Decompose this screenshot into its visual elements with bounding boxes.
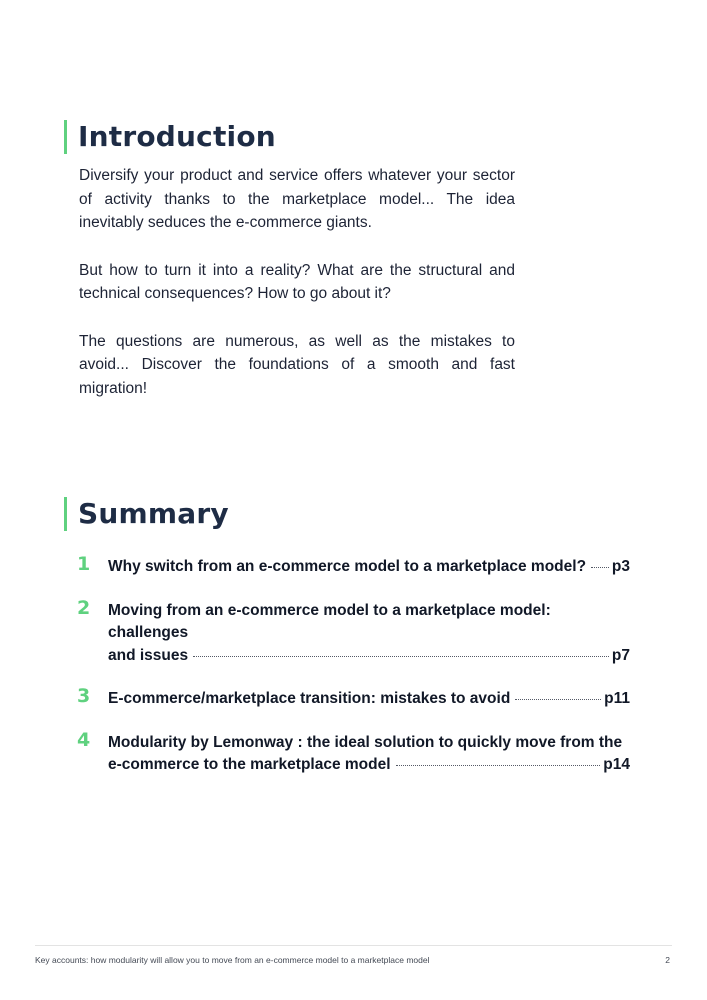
toc-number: 2 <box>77 596 91 619</box>
toc-page-number: p3 <box>611 558 630 575</box>
toc-title: e-commerce to the marketplace model <box>108 756 391 773</box>
toc-page-number: p14 <box>603 756 630 773</box>
toc-line <box>108 645 630 668</box>
toc-title: Why switch from an e-commerce model to a marketplace model? <box>108 558 587 575</box>
toc-page-number: p11 <box>604 690 630 707</box>
toc-title-line: Moving from an e-commerce model to a marketplace model: challenges <box>108 601 551 641</box>
intro-paragraph: The questions are numerous, as well as the mistakes to avoid... Discover the foundations of a smooth and fast migration! <box>79 332 515 397</box>
introduction-heading: Introduction <box>64 120 276 154</box>
toc-number: 4 <box>77 728 91 751</box>
toc-number: 1 <box>77 553 91 575</box>
toc-title: and issues <box>108 646 189 664</box>
footer-divider <box>35 945 672 946</box>
toc-number: 3 <box>77 685 91 707</box>
toc-item-1[interactable] <box>77 553 630 579</box>
introduction-body <box>79 164 515 424</box>
toc-dot-leader <box>193 656 609 657</box>
toc-title: E-commerce/marketplace transition: mistakes to avoid <box>108 690 511 707</box>
table-of-contents <box>77 553 630 798</box>
toc-page-number: p7 <box>611 646 630 664</box>
intro-paragraph: But how to turn it into a reality? What are the structural and technical consequences? How to go about it? <box>79 261 515 302</box>
toc-dot-leader <box>515 699 601 700</box>
toc-title-line: Modularity by Lemonway : the ideal solution to quickly move from the <box>108 733 623 751</box>
footer-text: Key accounts: how modularity will allow you to move from an e-commerce model to a marketplace model <box>35 955 430 965</box>
toc-dot-leader <box>591 567 609 568</box>
summary-heading: Summary <box>64 497 229 531</box>
intro-paragraph: Diversify your product and service offers whatever your sector of activity thanks to the marketplace model... The idea inevitably seduces the e-commerce giants. <box>79 167 515 231</box>
toc-line <box>108 754 630 777</box>
toc-item-2[interactable] <box>77 596 630 668</box>
toc-line <box>108 556 630 579</box>
toc-item-3[interactable] <box>77 685 630 711</box>
toc-line <box>108 688 630 711</box>
toc-item-4[interactable] <box>77 728 630 777</box>
footer-page-number: 2 <box>665 955 670 965</box>
toc-dot-leader <box>396 765 601 766</box>
